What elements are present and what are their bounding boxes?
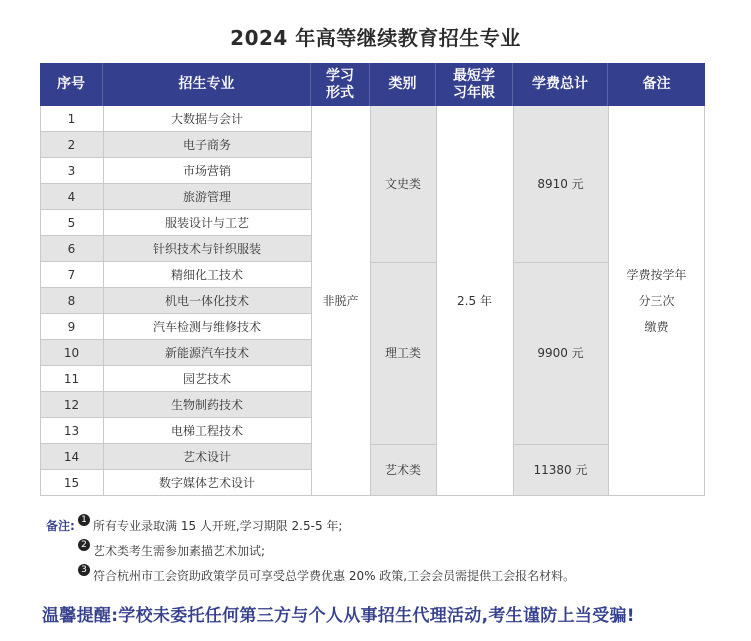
row-major: 旅游管理 — [103, 184, 311, 210]
header-category: 类别 — [370, 63, 436, 106]
header-remark: 备注 — [608, 63, 705, 106]
row-number: 8 — [40, 288, 103, 314]
header-no: 序号 — [40, 63, 103, 106]
row-number: 2 — [40, 132, 103, 158]
row-number: 15 — [40, 470, 103, 496]
grid-line — [513, 106, 514, 496]
row-number: 9 — [40, 314, 103, 340]
note-text: 所有专业录取满 15 人开班,学习期限 2.5-5 年; — [93, 519, 343, 533]
note-1 — [46, 514, 575, 539]
note-number: 2 — [78, 539, 90, 551]
grid-line — [513, 444, 608, 445]
row-number: 1 — [40, 106, 103, 132]
notes-section — [46, 514, 575, 589]
row-major: 生物制药技术 — [103, 392, 311, 418]
row-major: 市场营销 — [103, 158, 311, 184]
row-major: 精细化工技术 — [103, 262, 311, 288]
row-number: 3 — [40, 158, 103, 184]
header-major: 招生专业 — [103, 63, 311, 106]
category-cell-2: 理工类 — [370, 262, 436, 444]
header-study-form-text: 学习 形式 — [326, 67, 354, 101]
row-major: 大数据与会计 — [103, 106, 311, 132]
grid-line — [370, 106, 371, 496]
row-major: 针织技术与针织服装 — [103, 236, 311, 262]
category-cell-3: 艺术类 — [370, 444, 436, 496]
page-title: 2024 年高等继续教育招生专业 — [230, 26, 521, 50]
study-form-cell: 非脱产 — [311, 106, 370, 496]
row-major: 汽车检测与维修技术 — [103, 314, 311, 340]
row-number: 5 — [40, 210, 103, 236]
fee-cell-1: 8910 元 — [513, 106, 608, 262]
note-text: 艺术类考生需参加素描艺术加试; — [93, 544, 266, 558]
grid-line — [40, 495, 705, 496]
header-study-form — [311, 63, 370, 106]
warning-text: 温馨提醒:学校未委托任何第三方与个人从事招生代理活动,考生谨防上当受骗! — [42, 606, 635, 626]
row-number: 11 — [40, 366, 103, 392]
row-number: 7 — [40, 262, 103, 288]
row-major: 机电一体化技术 — [103, 288, 311, 314]
row-number: 14 — [40, 444, 103, 470]
row-major: 服装设计与工艺 — [103, 210, 311, 236]
row-number: 12 — [40, 392, 103, 418]
header-min-years-text: 最短学 习年限 — [453, 67, 495, 101]
min-years-cell: 2.5 年 — [436, 106, 513, 496]
grid-line — [103, 106, 104, 496]
grid-line — [370, 444, 436, 445]
fee-cell-2: 9900 元 — [513, 262, 608, 444]
grid-line — [704, 106, 705, 496]
note-text: 符合杭州市工会资助政策学员可享受总学费优惠 20% 政策,工会会员需提供工会报名材料。 — [93, 569, 576, 583]
note-number: 3 — [78, 564, 90, 576]
row-number: 6 — [40, 236, 103, 262]
header-min-years — [436, 63, 513, 106]
row-major: 数字媒体艺术设计 — [103, 470, 311, 496]
row-number: 13 — [40, 418, 103, 444]
grid-line — [513, 262, 608, 263]
category-cell-1: 文史类 — [370, 106, 436, 262]
row-number: 4 — [40, 184, 103, 210]
grid-line — [311, 106, 312, 496]
grid-line — [436, 106, 437, 496]
note-3 — [46, 564, 575, 589]
header-fee: 学费总计 — [513, 63, 608, 106]
row-major: 新能源汽车技术 — [103, 340, 311, 366]
remark-text: 学费按学年 分三次 缴费 — [626, 268, 687, 334]
row-major: 艺术设计 — [103, 444, 311, 470]
remark-cell — [608, 106, 705, 496]
note-number: 1 — [78, 514, 90, 526]
row-major: 园艺技术 — [103, 366, 311, 392]
fee-cell-3: 11380 元 — [513, 444, 608, 496]
majors-table — [40, 63, 705, 496]
row-major: 电梯工程技术 — [103, 418, 311, 444]
grid-line — [608, 106, 609, 496]
row-major: 电子商务 — [103, 132, 311, 158]
row-number: 10 — [40, 340, 103, 366]
grid-line — [40, 106, 41, 496]
notes-label: 备注: — [46, 519, 75, 533]
grid-line — [370, 262, 436, 263]
note-2 — [46, 539, 575, 564]
